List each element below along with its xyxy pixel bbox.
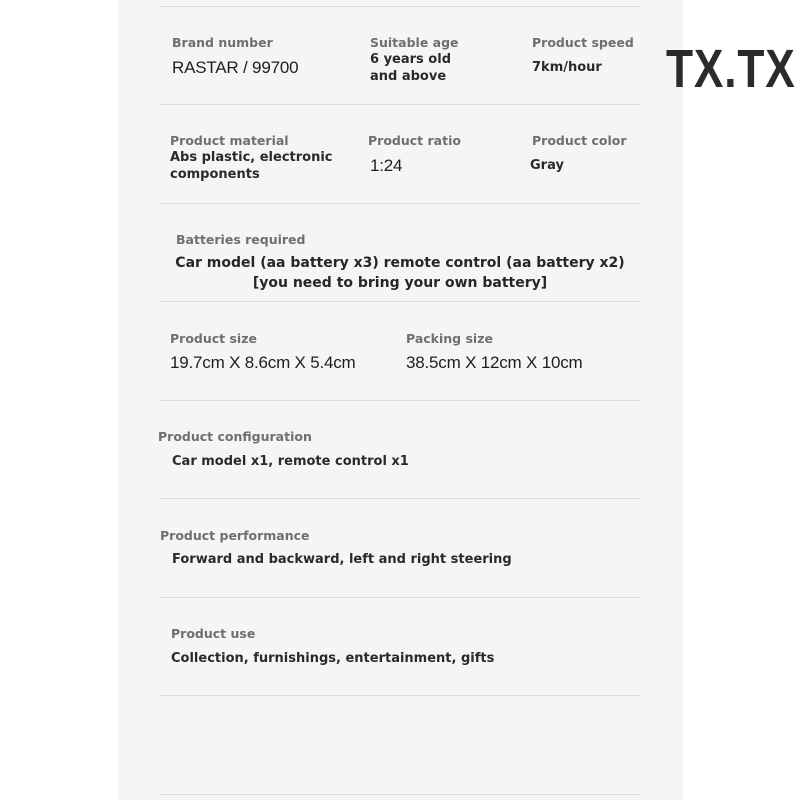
suitable-age-line1: 6 years old — [370, 52, 452, 67]
brand-number-label: Brand number — [172, 35, 273, 50]
product-ratio-label: Product ratio — [368, 133, 461, 148]
configuration-label: Product configuration — [158, 429, 312, 444]
batteries-value-line2: [you need to bring your own battery] — [252, 275, 548, 291]
performance-value: Forward and backward, left and right steering — [172, 552, 512, 567]
batteries-label: Batteries required — [176, 232, 306, 247]
use-label: Product use — [171, 626, 256, 641]
product-material-line2: components — [170, 167, 260, 182]
batteries-value-line1: Car model (aa battery x3) remote control (aa battery x2) — [175, 255, 625, 271]
divider — [160, 794, 640, 795]
product-ratio-value: 1:24 — [370, 156, 403, 175]
divider — [160, 400, 640, 401]
divider — [160, 203, 640, 204]
suitable-age-label: Suitable age — [370, 35, 459, 50]
configuration-value: Car model x1, remote control x1 — [172, 454, 409, 469]
brand-number-value: RASTAR / 99700 — [172, 58, 299, 77]
divider — [160, 695, 640, 696]
suitable-age-line2: and above — [370, 69, 447, 84]
divider — [160, 6, 640, 7]
product-material-value — [170, 149, 333, 183]
product-color-value: Gray — [530, 158, 564, 173]
product-size-label: Product size — [170, 331, 257, 346]
packing-size-value: 38.5cm X 12cm X 10cm — [406, 353, 583, 372]
product-color-label: Product color — [532, 133, 627, 148]
suitable-age-value — [370, 51, 451, 85]
product-speed-value: 7km/hour — [532, 60, 602, 75]
packing-size-label: Packing size — [406, 331, 493, 346]
product-size-value: 19.7cm X 8.6cm X 5.4cm — [170, 353, 356, 372]
product-material-line1: Abs plastic, electronic — [170, 150, 333, 165]
performance-label: Product performance — [160, 528, 310, 543]
divider — [160, 597, 640, 598]
product-material-label: Product material — [170, 133, 289, 148]
divider — [160, 104, 640, 105]
divider — [160, 301, 640, 302]
divider — [160, 498, 640, 499]
brand-logo: TX.TX — [666, 39, 796, 99]
use-value: Collection, furnishings, entertainment, gifts — [171, 651, 495, 666]
product-speed-label: Product speed — [532, 35, 634, 50]
